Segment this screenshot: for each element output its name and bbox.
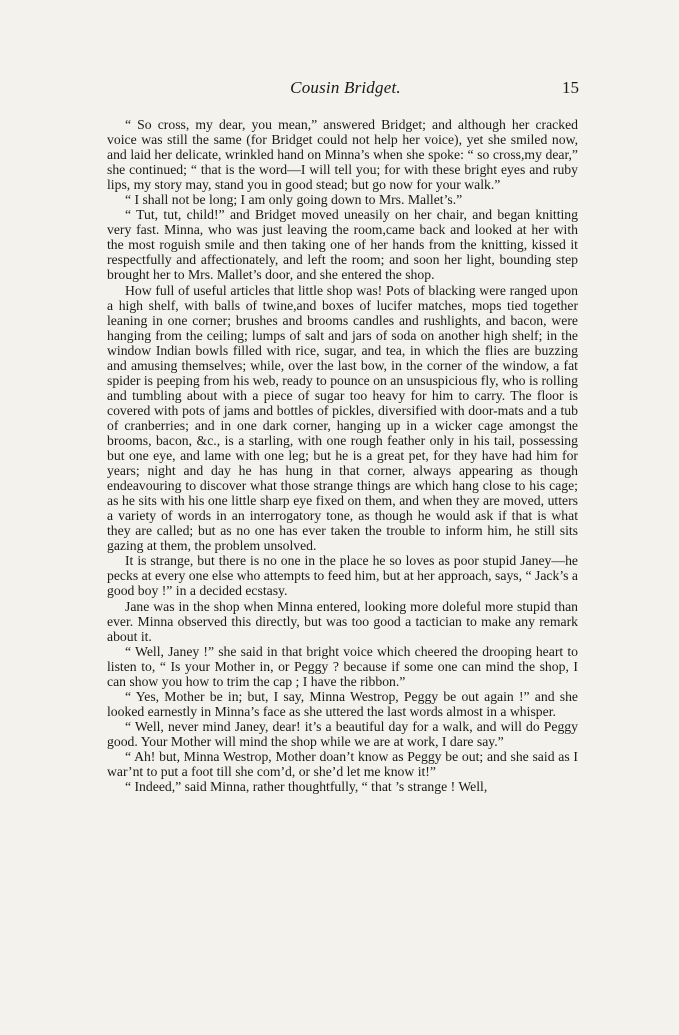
paragraph: “ Well, never mind Janey, dear! it’s a beautiful day for a walk, and will do Peggy good. Your Mother will mind the shop while we are at work, I dare say.” (107, 718, 578, 749)
paragraph: Jane was in the shop when Minna entered, looking more doleful more stupid than ever. Minna observed this directly, but was too good a tactician to make any remark about it. (107, 598, 578, 644)
running-title: Cousin Bridget. (290, 78, 401, 97)
paragraph: “ Tut, tut, child!” and Bridget moved uneasily on her chair, and began knitting very fast. Minna, who was just leaving the room,came back and looked at her with the most roguish smile and then taking one of her hands from the knitting, kissed it respectfully and affectionately, and left the room; and soon her light, bounding step brought her to Mrs. Mallet’s door, and she entered the shop. (107, 207, 578, 283)
paragraph: “ So cross, my dear, you mean,” answered Bridget; and although her cracked voice was still the same (for Bridget could not help her voice), yet she smiled now, and laid her delicate, wrinkled hand on Minna’s when she spoke: “ so cross,my dear,” she continued; “ that is the word—I will tell you; for with these bright eyes and ruby lips, my story may, stand you in good stead; but go now for your walk.” (107, 117, 578, 193)
paragraph: How full of useful articles that little shop was! Pots of blacking were ranged upon a high shelf, with balls of twine,and boxes of lucifer matches, mops tied together leaning in one corner; brushes and brooms candles and rushlights, and bacon, were hanging from the ceiling; lumps of salt and jars of soda on another high shelf; in the window Indian bowls filled with rice, sugar, and tea, in which the flies are buzzing and amusing themselves; while, over the last bow, in the corner of the window, a fat spider is peeping from his web, ready to pounce on an unsuspicious fly, who is rolling and tumbling about with a piece of sugar too heavy for him to carry. The floor is covered with pots of jams and bottles of pickles, diversified with door-mats and a tub of cranberries; and in one dark corner, hanging up in a wicker cage amongst the brooms, bacon, &c., is a starling, with one rough feather only in his tail, possessing but one eye, and lame with one leg; but he is a great pet, for they have had him for years; night and day he has hung in that corner, always appearing as though endeavouring to discover what those strange things are which hang close to his cage; as he sits with his one little sharp eye fixed on them, and when they are moved, utters a variety of words in an interrogatory tone, as though he would ask if that is what they are called; but as no one has ever taken the trouble to inform him, he still sits gazing at them, the problem unsolved. (107, 282, 578, 554)
paragraph: “ Indeed,” said Minna, rather thoughtfully, “ that ’s strange ! Well, (125, 779, 488, 795)
body-text (107, 117, 578, 794)
paragraph: It is strange, but there is no one in the place he so loves as poor stupid Janey—he pecks at every one else who attempts to feed him, but at her approach, says, “ Jack’s a good boy !” in a decided ecstasy. (107, 553, 578, 599)
paragraph: “ Well, Janey !” she said in that bright voice which cheered the drooping heart to listen to, “ Is your Mother in, or Peggy ? because if some one can mind the shop, I can show you how to trim the cap ; I have the ribbon.” (107, 643, 578, 689)
paragraph: “ I shall not be long; I am only going down to Mrs. Mallet’s.” (125, 192, 463, 208)
paragraph: “ Ah! but, Minna Westrop, Mother doan’t know as Peggy be out; and she said as I war’nt to put a foot till she com’d, or she’d let me know it!” (107, 748, 578, 780)
paragraph: “ Yes, Mother be in; but, I say, Minna Westrop, Peggy be out again !” and she looked earnestly in Minna’s face as she uttered the last words almost in a whisper. (107, 688, 578, 719)
page-header (112, 78, 579, 106)
page-number: 15 (562, 78, 579, 97)
